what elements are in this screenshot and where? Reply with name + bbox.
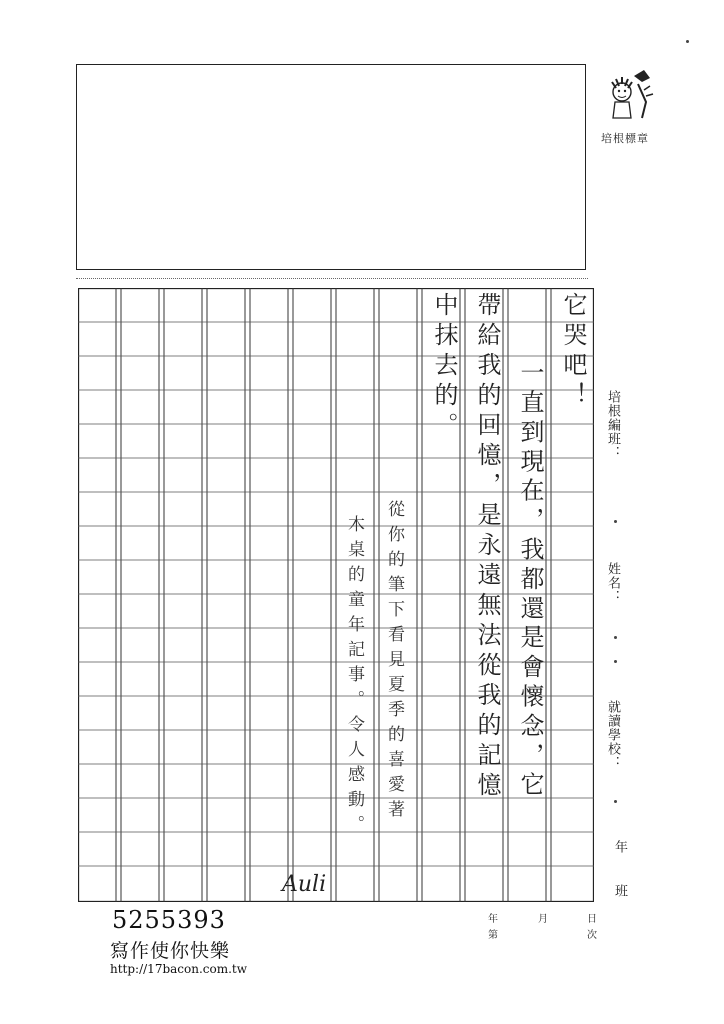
comment-box-divider xyxy=(76,272,588,279)
separator-dot xyxy=(614,660,617,663)
footer-url: http://17bacon.com.tw xyxy=(110,962,248,976)
class-label: 培根編班： xyxy=(605,390,620,460)
name-label: 姓名： xyxy=(605,562,620,604)
teacher-comment-box xyxy=(76,64,586,270)
separator-dot xyxy=(614,636,617,639)
date-times: 次 xyxy=(587,930,597,941)
essay-column-2: 一直到現在，我都還是會懷念，它 xyxy=(516,360,544,801)
stamp-caption: 培根標章 xyxy=(601,132,649,145)
essay-column-1: 它哭吧！ xyxy=(559,292,587,412)
document-number: 5255393 xyxy=(112,906,226,934)
scan-speck xyxy=(686,40,689,43)
date-year: 年 xyxy=(488,914,498,925)
bacon-stamp-icon xyxy=(600,62,662,126)
separator-dot xyxy=(614,800,617,803)
date-month: 月 xyxy=(538,914,548,925)
footer-slogan: 寫作使你快樂 xyxy=(110,940,231,962)
essay-column-3: 帶給我的回憶，是永遠無法從我的記憶 xyxy=(473,292,501,802)
date-ordinal: 第 xyxy=(488,930,498,941)
date-day: 日 xyxy=(587,914,597,925)
grade-label: 年 xyxy=(612,840,627,854)
grade-class-label: 班 xyxy=(612,884,627,898)
teacher-signature: Auli xyxy=(282,872,327,897)
separator-dot xyxy=(614,520,617,523)
essay-column-4: 中抹去的。 xyxy=(430,292,458,442)
teacher-comment-column-2: 木桌的童年記事。令人感動。 xyxy=(344,515,364,840)
school-label: 就讀學校： xyxy=(605,700,620,770)
teacher-comment-column-1: 從你的筆下看見夏季的喜愛著 xyxy=(384,500,404,825)
